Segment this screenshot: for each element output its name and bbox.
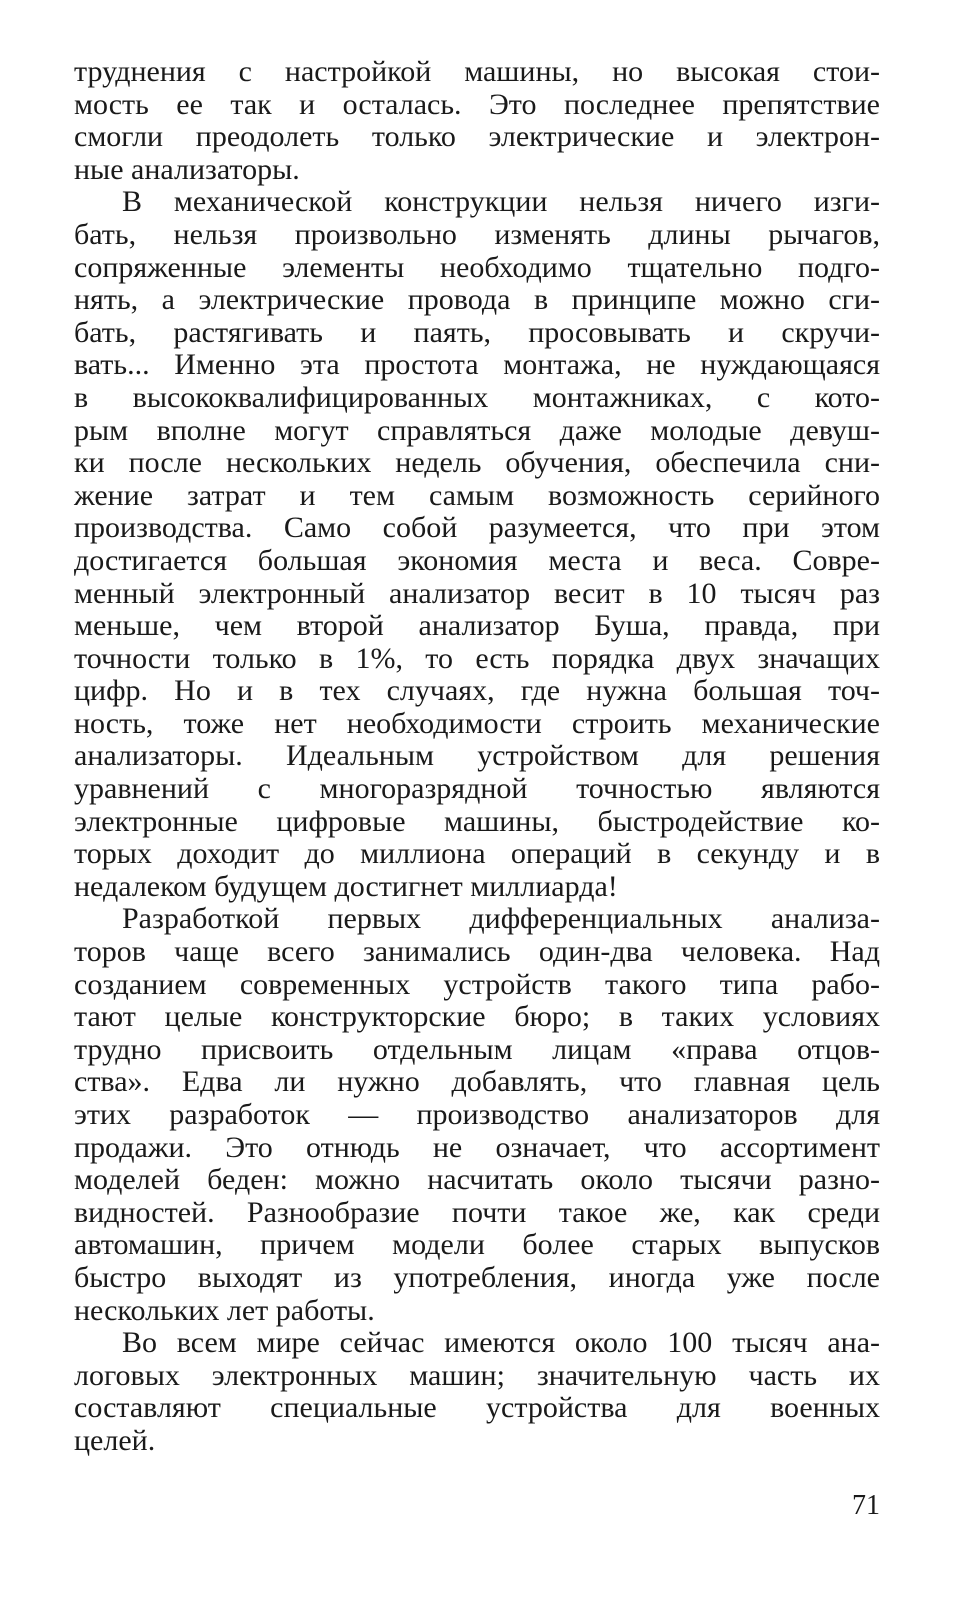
text-line: быстро выходят из употребления, иногда уже после (74, 1260, 880, 1294)
text-line: этих разработок — производство анализаторов для (74, 1098, 880, 1131)
text-line: автомашин, причем модели более старых выпусков (74, 1228, 880, 1262)
text-line: бать, растягивать и паять, просовывать и скручи- (74, 315, 880, 349)
paragraph-2 (74, 186, 880, 903)
text-line: моделей беден: можно насчитать около тысячи разно- (74, 1163, 880, 1197)
text-line: нескольких лет работы. (74, 1293, 375, 1327)
text-line: менный электронный анализатор весит в 10 тысяч раз (74, 576, 880, 610)
text-line: созданием современных устройств такого типа рабо- (74, 967, 880, 1001)
text-line: в высококвалифицированных монтажниках, с кото- (74, 380, 880, 414)
text-line: анализаторы. Идеальным устройством для решения (74, 739, 880, 773)
text-line: меньше, чем второй анализатор Буша, правда, при (74, 609, 880, 643)
text-line: продажи. Это отнюдь не означает, что ассортимент (74, 1130, 880, 1164)
text-line: бать, нельзя произвольно изменять длины рычагов, (74, 217, 880, 251)
paragraph-4 (74, 1327, 880, 1457)
text-line: рым вполне могут справляться даже молодые девуш- (74, 413, 880, 447)
text-line: ства». Едва ли нужно добавлять, что главная цель (74, 1065, 880, 1099)
text-line: торых доходит до миллиона операций в секунду и в (74, 837, 880, 871)
text-line: недалеком будущем достигнет миллиарда! (74, 869, 618, 903)
text-line: логовых электронных машин; значительную часть их (74, 1358, 880, 1392)
text-line: трудно присвоить отдельным лицам «права отцов- (74, 1032, 880, 1066)
text-line: торов чаще всего занимались один-два человека. Над (74, 935, 880, 969)
text-line: нять, а электрические провода в принципе можно сги- (74, 283, 880, 317)
text-line: электронные цифровые машины, быстродействие ко- (74, 804, 880, 838)
paragraph-3 (74, 903, 880, 1327)
text-line: Во всем мире сейчас имеются около 100 тысяч ана- (122, 1326, 880, 1360)
text-line: уравнений с многоразрядной точностью являются (74, 772, 880, 806)
paragraph-1 (74, 56, 880, 186)
text-line: целей. (74, 1423, 156, 1457)
text-line: ки после нескольких недель обучения, обеспечила сни- (74, 446, 880, 480)
text-line: В механической конструкции нельзя ничего изги- (122, 185, 880, 219)
page-body (74, 56, 880, 1458)
text-line: точности только в 1%, то есть порядка двух значащих (74, 641, 880, 675)
text-line: достигается большая экономия места и веса. Совре- (74, 543, 880, 577)
text-line: составляют специальные устройства для военных (74, 1391, 880, 1425)
text-line: производства. Само собой разумеется, что при этом (74, 511, 880, 545)
page-number: 71 (852, 1490, 880, 1521)
text-line: цифр. Но и в тех случаях, где нужна большая точ- (74, 674, 880, 708)
text-line: сопряженные элементы необходимо тщательно подго- (74, 250, 880, 284)
text-line: ные анализаторы. (74, 152, 300, 186)
text-line: жение затрат и тем самым возможность серийного (74, 478, 880, 512)
text-line: Разработкой первых дифференциальных анализа- (122, 902, 880, 936)
text-line: мость ее так и осталась. Это последнее препятствие (74, 87, 880, 121)
text-line: смогли преодолеть только электрические и электрон- (74, 120, 880, 154)
text-line: тают целые конструкторские бюро; в таких условиях (74, 1000, 880, 1034)
text-line: вать... Именно эта простота монтажа, не нуждающаяся (74, 348, 880, 382)
text-line: труднения с настройкой машины, но высокая стои- (74, 55, 880, 88)
text-line: ность, тоже нет необходимости строить механические (74, 706, 880, 740)
text-line: видностей. Разнообразие почти такое же, как среди (74, 1195, 880, 1229)
